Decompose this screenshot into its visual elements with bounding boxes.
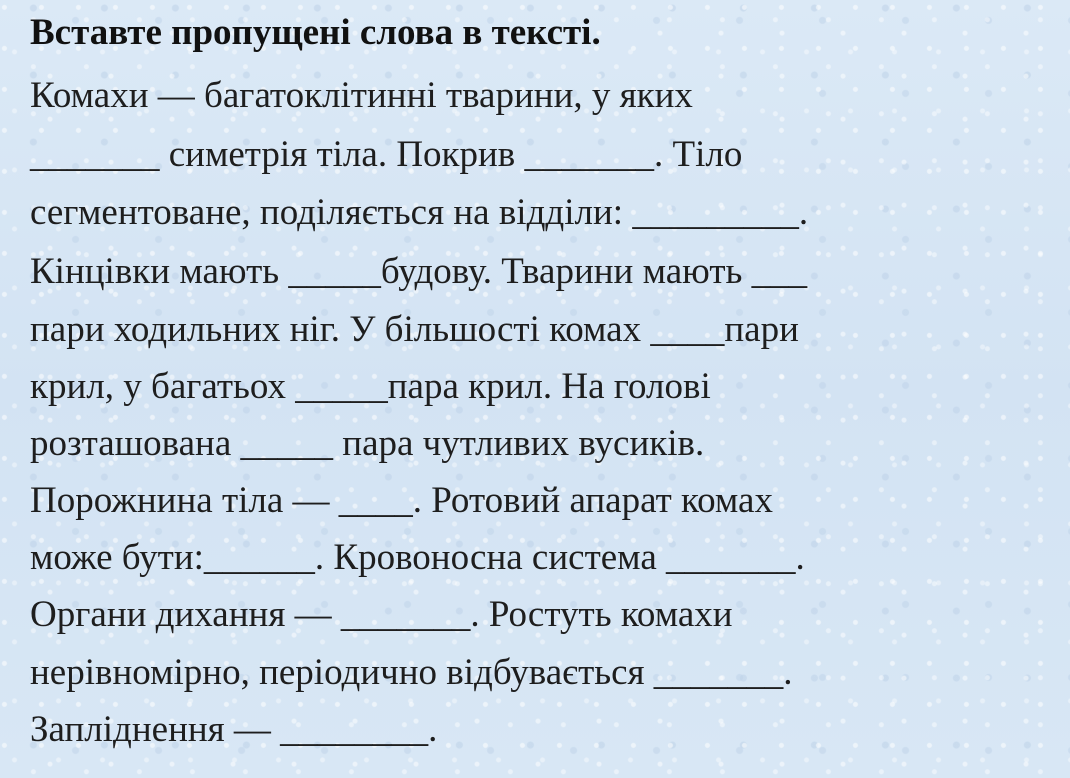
text-line-7: розташована _____ пара чутливих вусиків. bbox=[30, 423, 705, 464]
text-line-1: Комахи — багатоклітинні тварини, у яких bbox=[30, 75, 693, 116]
text-line-8: Порожнина тіла — ____. Ротовий апарат комах bbox=[30, 480, 773, 521]
worksheet-title: Вставте пропущені слова в тексті. bbox=[30, 12, 601, 53]
text-line-10: Органи дихання — _______. Ростуть комахи bbox=[30, 594, 733, 635]
text-line-12: Запліднення — ________. bbox=[30, 709, 438, 750]
text-line-4: Кінцівки мають _____будову. Тварини мають ___ bbox=[30, 251, 808, 292]
text-line-3: сегментоване, поділяється на відділи: _________. bbox=[30, 192, 809, 233]
text-line-9: може бути:______. Кровоносна система _______. bbox=[30, 537, 805, 578]
text-line-5: пари ходильних ніг. У більшості комах ____пари bbox=[30, 309, 799, 350]
text-line-2: _______ симетрія тіла. Покрив _______. Тіло bbox=[30, 134, 743, 175]
text-line-6: крил, у багатьох _____пара крил. На голові bbox=[30, 366, 711, 407]
text-line-11: нерівномірно, періодично відбувається _______. bbox=[30, 652, 793, 693]
